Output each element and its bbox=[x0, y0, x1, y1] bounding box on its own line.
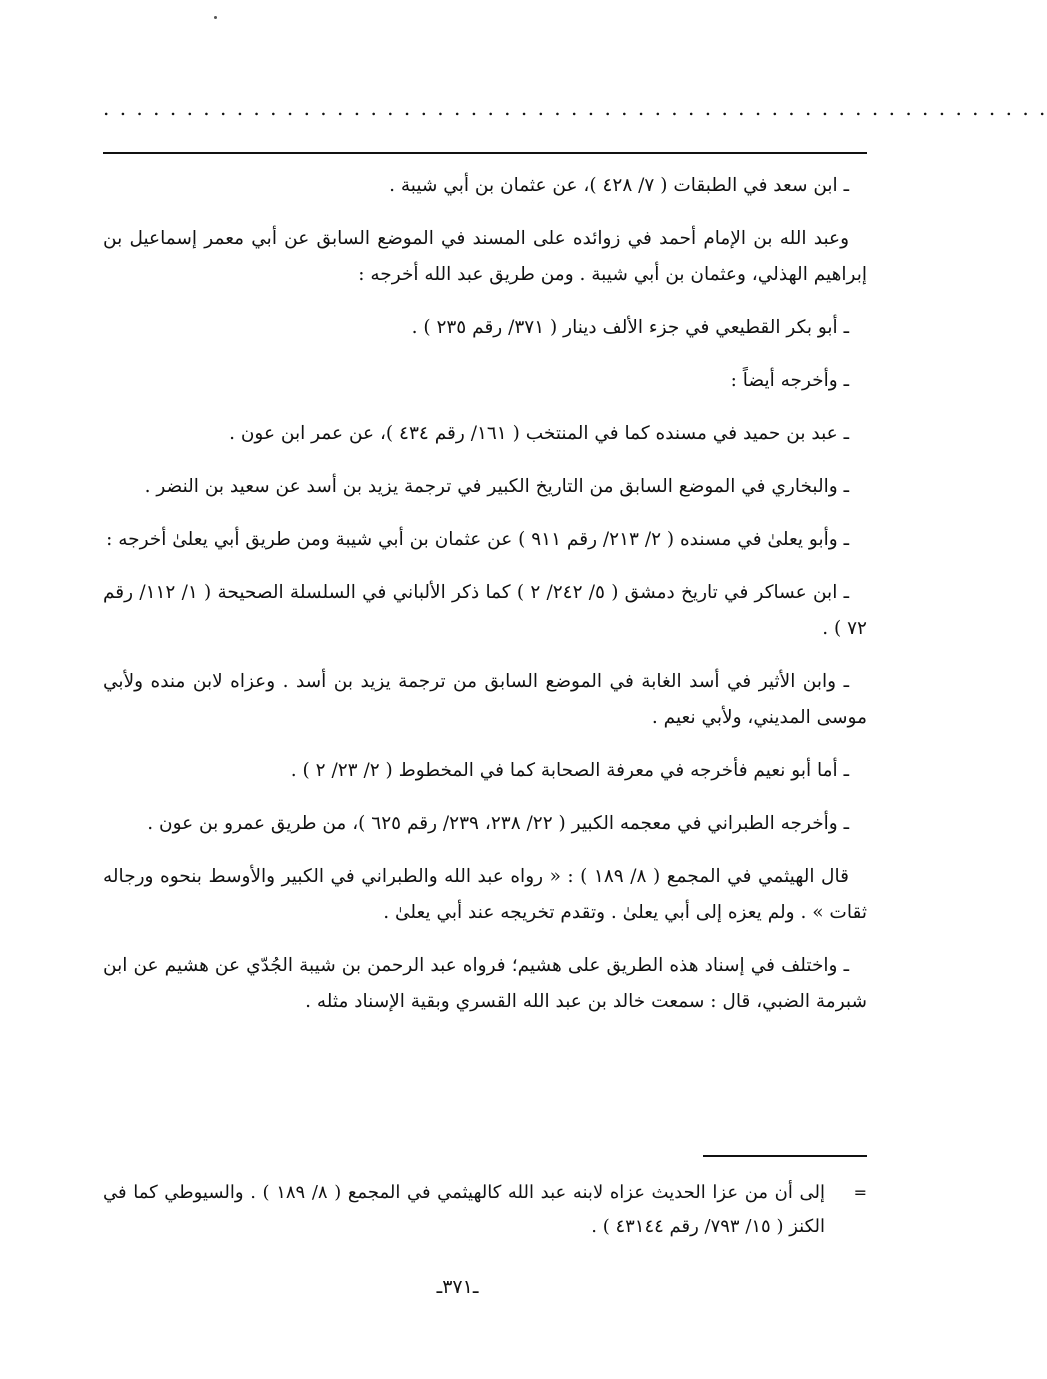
paragraph: ـ واختلف في إسناد هذه الطريق على هشيم؛ فرواه عبد الرحمن بن شيبة الجُدّي عن هشيم عن ابن شبرمة الضبي، قال : سمعت خالد بن عبد الله القسري وبقية الإسناد مثله . bbox=[103, 955, 867, 1012]
paragraph: وعبد الله بن الإمام أحمد في زوائده على المسند في الموضع السابق عن أبي معمر إسماعيل بن إبراهيم الهذلي، وعثمان بن أبي شيبة . ومن طريق عبد الله أخرجه : bbox=[103, 228, 867, 285]
paragraph: ـ وأخرجه أيضاً : bbox=[730, 370, 849, 391]
footnote bbox=[103, 1176, 867, 1244]
paragraph: ـ والبخاري في الموضع السابق من التاريخ الكبير في ترجمة يزيد بن أسد عن سعيد بن النضر . bbox=[144, 476, 849, 497]
page-number: ـ٣٧١ـ bbox=[436, 1276, 479, 1298]
paragraph: ـ وأبو يعلىٰ في مسنده ( ٢/ ٢١٣/ رقم ٩١١ ) عن عثمان بن أبي شيبة ومن طريق أبي يعلىٰ أخرجه : bbox=[106, 529, 849, 550]
footnote-rule bbox=[703, 1155, 867, 1157]
paragraph: ـ ابن سعد في الطبقات ( ٧/ ٤٢٨ )، عن عثمان بن أبي شيبة . bbox=[389, 175, 849, 196]
paragraph: قال الهيثمي في المجمع ( ٨/ ١٨٩ ) : « رواه عبد الله والطبراني في الكبير والأوسط بنحوه ورجاله ثقات » . ولم يعزه إلى أبي يعلىٰ . وتقدم تخريجه عند أبي يعلىٰ . bbox=[103, 866, 867, 923]
paragraph: ـ وأخرجه الطبراني في معجمه الكبير ( ٢٢/ ٢٣٨، ٢٣٩/ رقم ٦٢٥ )، من طريق عمرو بن عون . bbox=[147, 813, 849, 834]
footnote-text: إلى أن من عزا الحديث عزاه لابنه عبد الله كالهيثمي في المجمع ( ٨/ ١٨٩ ) . والسيوطي كما في الكنز ( ١٥/ ٧٩٣/ رقم ٤٣١٤٤ ) . bbox=[103, 1182, 825, 1237]
main-text bbox=[103, 168, 867, 1037]
paragraph: ـ عبد بن حميد في مسنده كما في المنتخب ( ١٦١/ رقم ٤٣٤ )، عن عمر ابن عون . bbox=[229, 423, 849, 444]
page-speck bbox=[214, 16, 217, 19]
ellipsis-line: . . . . . . . . . . . . . . . . . . . . . . . . . . . . . . . . . . . . . . . . . . . . . . . . . . . . . . . . . bbox=[103, 96, 1047, 120]
top-rule bbox=[103, 152, 867, 154]
footnote-marker: = bbox=[853, 1183, 867, 1202]
paragraph: ـ وابن الأثير في أسد الغابة في الموضع السابق من ترجمة يزيد بن أسد . وعزاه لابن منده ولأبي موسى المديني، ولأبي نعيم . bbox=[103, 671, 867, 728]
paragraph: ـ أبو بكر القطيعي في جزء الألف دينار ( ٣٧١/ رقم ٢٣٥ ) . bbox=[411, 317, 849, 338]
paragraph: ـ أما أبو نعيم فأخرجه في معرفة الصحابة كما في المخطوط ( ٢/ ٢٣/ ٢ ) . bbox=[290, 760, 849, 781]
paragraph: ـ ابن عساكر في تاريخ دمشق ( ٥/ ٢٤٢/ ٢ ) كما ذكر الألباني في السلسلة الصحيحة ( ١/ ١١٢/ رقم ٧٢ ) . bbox=[103, 582, 867, 639]
